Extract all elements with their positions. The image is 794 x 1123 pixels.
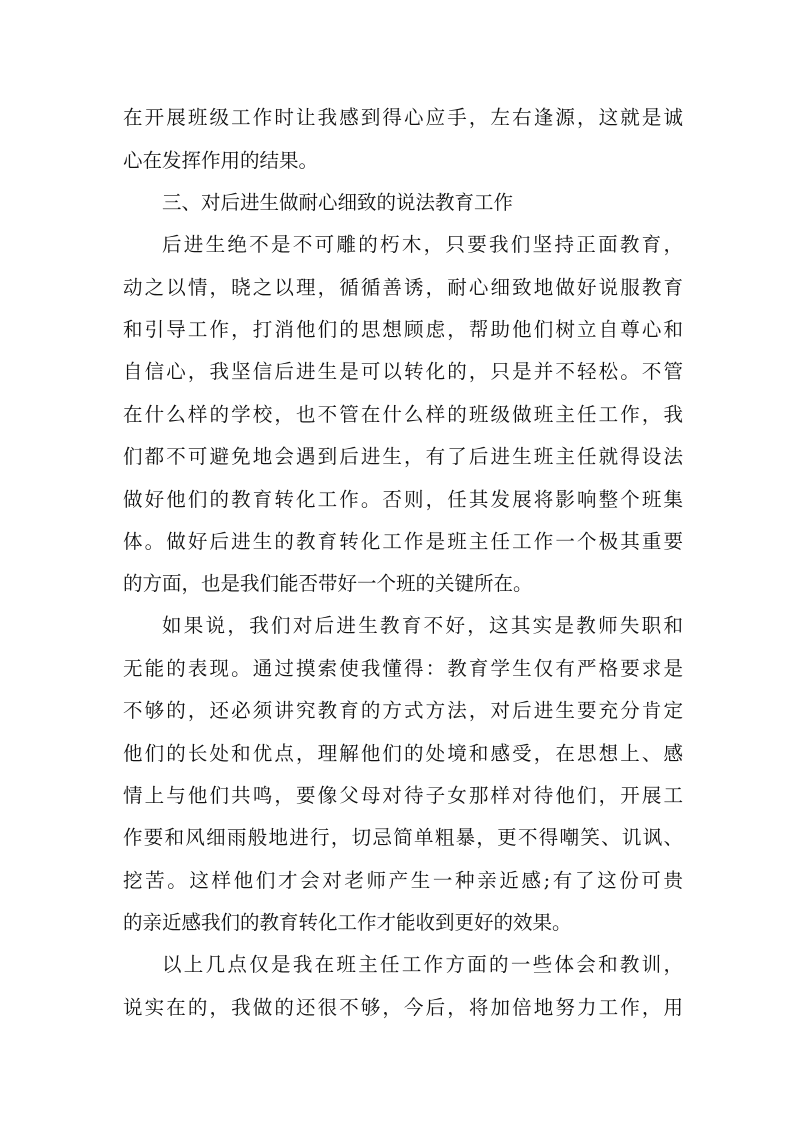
- text-line: 动之以情，晓之以理，循循善诱，耐心细致地做好说服教育: [123, 276, 683, 299]
- text-line: 不够的，还必须讲究教育的方式方法，对后进生要充分肯定: [123, 699, 683, 722]
- text-line: 他们的长处和优点，理解他们的处境和感受，在思想上、感: [123, 742, 683, 765]
- text-line: 说实在的，我做的还很不够，今后，将加倍地努力工作，用: [123, 996, 683, 1019]
- section-heading: 三、对后进生做耐心细致的说法教育工作: [162, 191, 514, 214]
- text-line: 在开展班级工作时让我感到得心应手，左右逢源，这就是诚: [123, 106, 683, 129]
- text-line: 如果说，我们对后进生教育不好，这其实是教师失职和: [162, 614, 683, 637]
- text-line: 后进生绝不是不可雕的朽木，只要我们坚持正面教育，: [162, 233, 683, 256]
- text-line: 以上几点仅是我在班主任工作方面的一些体会和教训，: [162, 953, 683, 976]
- text-line: 情上与他们共鸣，要像父母对待子女那样对待他们，开展工: [123, 784, 683, 807]
- text-line: 自信心，我坚信后进生是可以转化的，只是并不轻松。不管: [123, 360, 683, 383]
- text-line: 作要和风细雨般地进行，切忌简单粗暴，更不得嘲笑、讥讽、: [123, 826, 683, 849]
- text-line: 挖苦。这样他们才会对老师产生一种亲近感;有了这份可贵: [123, 869, 683, 892]
- text-line: 无能的表现。通过摸索使我懂得：教育学生仅有严格要求是: [123, 657, 683, 680]
- text-line: 在什么样的学校，也不管在什么样的班级做班主任工作，我: [123, 403, 683, 426]
- text-line: 做好他们的教育转化工作。否则，任其发展将影响整个班集: [123, 488, 683, 511]
- text-line: 的方面，也是我们能否带好一个班的关键所在。: [123, 572, 533, 595]
- text-line: 和引导工作，打消他们的思想顾虑，帮助他们树立自尊心和: [123, 318, 683, 341]
- text-line: 的亲近感我们的教育转化工作才能收到更好的效果。: [123, 911, 572, 934]
- text-line: 们都不可避免地会遇到后进生，有了后进生班主任就得设法: [123, 445, 683, 468]
- text-line: 体。做好后进生的教育转化工作是班主任工作一个极其重要: [123, 530, 683, 553]
- text-line: 心在发挥作用的结果。: [123, 149, 319, 172]
